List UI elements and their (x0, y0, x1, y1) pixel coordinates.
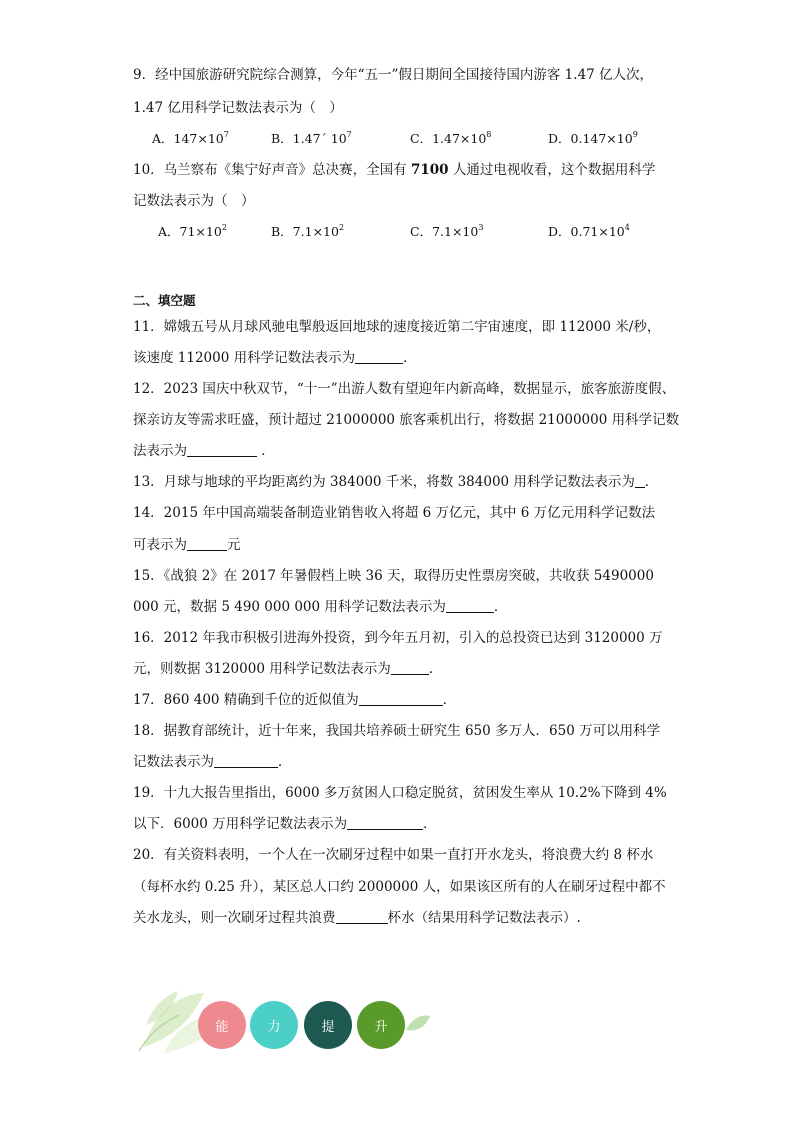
q10-line1: 10．乌兰察布《集宁好声音》总决赛，全国有 7100 人通过电视收看，这个数据用科学 (133, 162, 656, 178)
q9-option-d[interactable]: D．$0.147\times 10^9$ (548, 130, 638, 146)
q9-option-a[interactable]: A．$147\times 10^7$ (152, 130, 229, 146)
answer-blank[interactable] (187, 538, 227, 551)
section-title: 二、填空题 (133, 293, 196, 308)
answer-blank[interactable] (635, 475, 645, 488)
q10-option-c[interactable]: C．$7.1\times 10^3$ (410, 223, 484, 239)
q20-line3: 关水龙头，则一次刷牙过程共浪费 杯水（结果用科学记数法表示）. (133, 910, 581, 926)
q18-line1: 18．据教育部统计，近十年来，我国共培养硕士研究生 650 多万人．650 万可以用科学 (133, 723, 661, 739)
answer-blank[interactable] (187, 444, 257, 457)
q11-line1: 11．嫦娥五号从月球风驰电掣般返回地球的速度接近第二宇宙速度，即 112000 米/秒， (133, 319, 661, 335)
q10-line2: 记数法表示为（ ） (133, 193, 255, 209)
answer-blank[interactable] (391, 662, 429, 675)
answer-blank[interactable] (336, 911, 388, 924)
q10-option-d[interactable]: D．$0.71\times 10^4$ (548, 223, 630, 239)
q10-option-a[interactable]: A．$71\times 10^2$ (158, 223, 227, 239)
banner-circle-1: 能 (198, 1001, 246, 1049)
q20-line2: （每杯水约 0.25 升），某区总人口约 2000000 人，如果该区所有的人在刷牙过程中都不 (133, 879, 666, 895)
q19-line1: 19．十九大报告里指出，6000 多万贫困人口稳定脱贫，贫困发生率从 10.2%下降到 4% (133, 785, 667, 801)
q19-line2: 以下．6000 万用科学记数法表示为 ． (133, 816, 437, 832)
q9-line2: 1.47 亿用科学记数法表示为（ ） (133, 100, 343, 116)
q16-line1: 16．2012 年我市积极引进海外投资，到今年五月初，引入的总投资已达到 3120000 万 (133, 630, 663, 646)
banner-circle-2: 力 (250, 1001, 298, 1049)
q10-option-b[interactable]: B．$7.1\times 10^2$ (271, 223, 345, 239)
answer-blank[interactable] (355, 351, 403, 364)
answer-blank[interactable] (359, 693, 443, 706)
q9-line1: 9．经中国旅游研究院综合测算，今年“五一”假日期间全国接待国内游客 1.47 亿人次， (133, 67, 654, 83)
q14-line1: 14．2015 年中国高端装备制造业销售收入将超 6 万亿元，其中 6 万亿元用科学记数法 (133, 505, 656, 521)
q15-line1: 15．《战狼 2》在 2017 年暑假档上映 36 天，取得历史性票房突破，共收获 5490000 (133, 568, 654, 584)
q12-line3: 法表示为 ． (133, 443, 275, 459)
q9-option-c[interactable]: C．$1.47\times 10^8$ (410, 130, 492, 146)
small-leaf-icon (404, 1012, 432, 1036)
q15-line2: 000 元，数据 5 490 000 000 用科学记数法表示为 ． (133, 599, 508, 615)
answer-blank[interactable] (214, 755, 278, 768)
banner-circle-4: 升 (357, 1001, 405, 1049)
q18-line2: 记数法表示为 ． (133, 754, 292, 770)
q12-line1: 12．2023 国庆中秋双节，“十一”出游人数有望迎年内新高峰，数据显示，旅客旅游度假、 (133, 381, 676, 397)
q16-line2: 元，则数据 3120000 用科学记数法表示为 . (133, 661, 434, 677)
q17-line1: 17．860 400 精确到千位的近似值为 ． (133, 692, 457, 708)
answer-blank[interactable] (347, 817, 423, 830)
banner-circle-3: 提 (304, 1001, 352, 1049)
q20-line1: 20．有关资料表明，一个人在一次刷牙过程中如果一直打开水龙头，将浪费大约 8 杯水 (133, 847, 654, 863)
q14-line2: 可表示为 元 (133, 537, 241, 553)
answer-blank[interactable] (446, 600, 494, 613)
q11-line2: 该速度 112000 用科学记数法表示为 ． (133, 350, 417, 366)
q13-line1: 13．月球与地球的平均距离约为 384000 千米，将数 384000 用科学记数法表示为 ． (133, 474, 659, 490)
q9-option-b[interactable]: B．1.47´ $10^7$ (271, 130, 352, 146)
q12-line2: 探亲访友等需求旺盛，预计超过 21000000 旅客乘机出行，将数据 21000000 用科学记数 (133, 412, 680, 428)
